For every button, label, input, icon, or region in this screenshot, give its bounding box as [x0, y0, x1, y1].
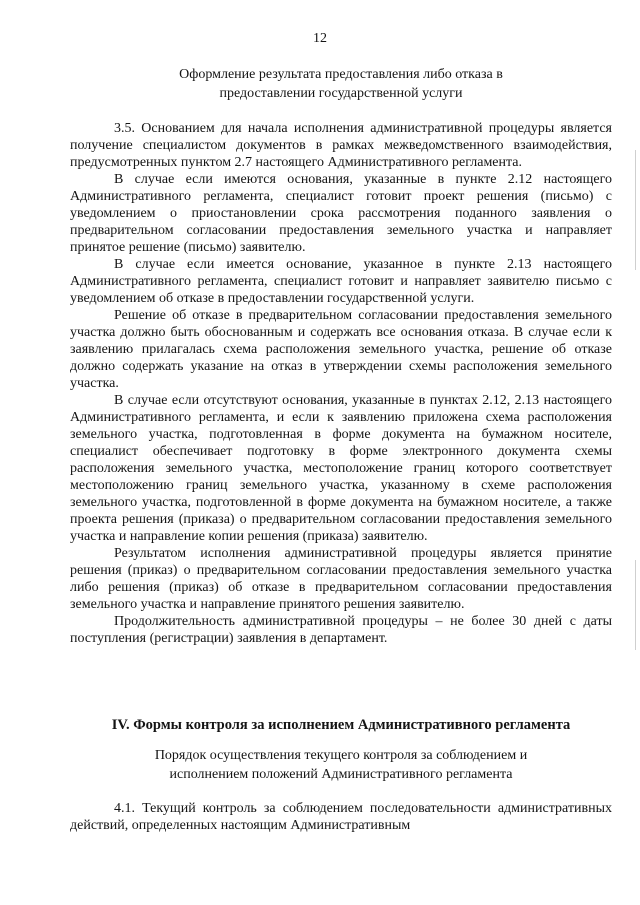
- paragraph-refusal-decision: Решение об отказе в предварительном согласовании предоставления земельного участка должно быть обоснованным и содержать все основания отказа. В случае если к заявлению прилагалась схема расположения земельного участка, решение об отказе должно содержать указание на отказ в утверждении схемы расположения земельного участка.: [70, 308, 612, 391]
- section-heading-current-control-line1: Порядок осуществления текущего контроля за соблюдением и: [154, 748, 528, 763]
- paragraph-no-grounds: В случае если отсутствуют основания, указанные в пунктах 2.12, 2.13 настоящего Административного регламента, и если к заявлению приложена схема расположения земельного участка, подготовленная в форме документа на бумажном носителе, специалист обеспечивает подготовку в форме электронного документа схемы расположения земельного участка, местоположение границ которого соответствует местоположению границ земельного участка, указанному в схеме расположения земельного участка, подготовленной в форме документа на бумажном носителе, а также проекта решения (приказа) о предварительном согласовании предоставления земельного участка и направление копии решения (приказа) заявителю.: [70, 393, 612, 544]
- section-heading-result-line1: Оформление результата предоставления либо отказа в: [179, 67, 503, 82]
- paragraph-3-5: 3.5. Основанием для начала исполнения административной процедуры является получение специалистом документов в рамках межведомственного взаимодействия, предусмотренных пунктом 2.7 настоящего Административного регламента.: [70, 121, 612, 170]
- section-body-result: [70, 120, 612, 647]
- section-heading-result-line2: предоставлении государственной услуги: [219, 86, 463, 101]
- paragraph-procedure-duration: Продолжительность административной процедуры – не более 30 дней с даты поступления (регистрации) заявления в департамент.: [70, 614, 612, 646]
- paragraph-grounds-2-12: В случае если имеются основания, указанные в пункте 2.12 настоящего Административного регламента, специалист готовит проект решения (письмо) с уведомлением о приостановлении срока рассмотрения поданного заявления о предварительном согласовании предоставления земельного участка и направляет принятое решение (письмо) заявителю.: [70, 172, 612, 255]
- section-heading-current-control: [70, 746, 612, 784]
- scan-edge-mark: [635, 560, 636, 650]
- scan-edge-mark: [635, 150, 636, 270]
- paragraph-4-1: 4.1. Текущий контроль за соблюдением последовательности административных действий, определенных настоящим Административным: [70, 801, 612, 833]
- paragraph-procedure-result: Результатом исполнения административной процедуры является принятие решения (приказ) о предварительном согласовании предоставления земельного участка либо решения (приказ) об отказе в предварительном согласовании предоставления земельного участка и направление принятого решения заявителю.: [70, 546, 612, 612]
- page-number: 12: [313, 31, 327, 46]
- section-heading-result: [70, 65, 612, 103]
- section-body-current-control: [70, 800, 612, 834]
- paragraph-grounds-2-13: В случае если имеется основание, указанное в пункте 2.13 настоящего Административного регламента, специалист готовит и направляет заявителю письмо с уведомлением об отказе в предоставлении государственной услуги.: [70, 257, 612, 306]
- chapter-heading-control: IV. Формы контроля за исполнением Административного регламента: [111, 717, 571, 733]
- section-heading-current-control-line2: исполнением положений Административного регламента: [169, 767, 513, 782]
